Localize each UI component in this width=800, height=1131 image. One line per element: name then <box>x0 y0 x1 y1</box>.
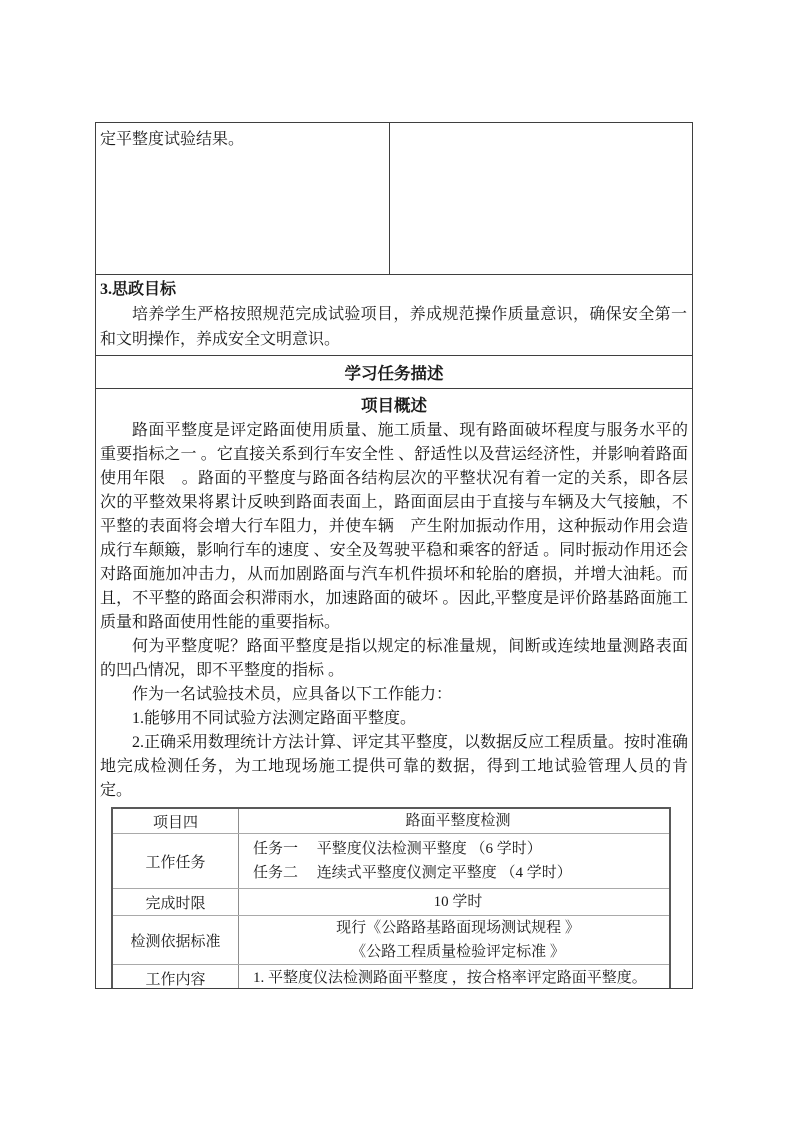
project-table <box>111 807 671 989</box>
row-value-line: 任务二 连续式平整度仪测定平整度 （4 学时） <box>253 865 572 881</box>
carryover-row <box>96 123 692 274</box>
table-row-project <box>113 809 669 833</box>
row-value-line: 路面平整度检测 <box>405 813 511 829</box>
row-value-line: 任务一 平整度仪法检测平整度 （6 学时） <box>253 841 542 857</box>
section-title-row <box>96 355 692 388</box>
row-value <box>239 889 669 915</box>
carryover-left-cell <box>96 123 390 274</box>
content-row <box>96 388 692 989</box>
table-row-duration <box>113 888 669 915</box>
table-row-standards <box>113 915 669 964</box>
lesson-plan-table <box>95 122 693 989</box>
row-value <box>239 834 669 888</box>
row-value-line: 1. 平整度仪法检测路面平整度 ，按合格率评定路面平整度。 <box>253 970 647 986</box>
overview-paragraph: 何为平整度呢？路面平整度是指以规定的标准量规，间断或连续地量测路表面的凹凸情况，即不平整度的指标 。 <box>100 638 688 679</box>
overview-paragraph: 作为一名试验技术员，应具备以下工作能力： <box>132 686 453 703</box>
overview-title: 项目概述 <box>361 396 427 415</box>
row-label: 项目四 <box>113 809 239 833</box>
row-label: 工作内容 <box>113 965 239 989</box>
row-value <box>239 809 669 833</box>
ideology-body: 培养学生严格按照规范完成试验项目，养成规范操作质量意识，确保安全第一和文明操作，养成安全文明意识。 <box>100 306 687 348</box>
row-label: 检测依据标准 <box>113 916 239 964</box>
row-value-line: 现行《公路路基路面现场测试规程 》 <box>336 920 580 936</box>
table-row-tasks <box>113 833 669 888</box>
row-value <box>239 916 669 964</box>
row-label: 完成时限 <box>113 889 239 915</box>
overview-list-item: 1.能够用不同试验方法测定路面平整度。 <box>132 710 417 727</box>
carryover-text: 定平整度试验结果。 <box>100 131 245 148</box>
section-title: 学习任务描述 <box>344 364 444 383</box>
row-label: 工作任务 <box>113 834 239 888</box>
row-value-line: 10 学时 <box>433 894 483 910</box>
ideology-heading: 3.思政目标 <box>100 281 177 298</box>
overview-list-item: 2.正确采用数理统计方法计算、评定其平整度，以数据反应工程质量。按时准确地完成检测任务，为工地现场施工提供可靠的数据，得到工地试验管理人员的肯定。 <box>100 734 689 799</box>
carryover-right-cell-empty <box>390 123 692 274</box>
overview-paragraph: 路面平整度是评定路面使用质量、施工质量、现有路面破坏程度与服务水平的重要指标之一 。它直接关系到行车安全性 、舒适性以及营运经济性，并影响着路面使用年限 。路面的平整度与路面各结构层次的平整状况有着一定的关系，即各层次的平整效果将累计反映到路面表面上，路面面层由于直接与车辆及大气接触，不平整的表面将会增大行车阻力，并使车辆 产生附加振动作用，这种振动作用会造成行车颠簸，影响行车的速度 、安全及驾驶平稳和乘客的舒适 。同时振动作用还会对路面施加冲击力，从而加剧路面与汽车机件损坏和轮胎的磨损，并增大油耗。而且，不平整的路面会积滞雨水，加速路面的破坏 。因此,平整度是评价路基路面施工质量和路面使用性能的重要指标。 <box>100 422 688 631</box>
table-row-work-content <box>113 964 669 989</box>
row-value-line: 《公路工程质量检验评定标准 》 <box>351 944 565 960</box>
row-value <box>239 965 669 989</box>
ideology-section <box>96 274 692 355</box>
